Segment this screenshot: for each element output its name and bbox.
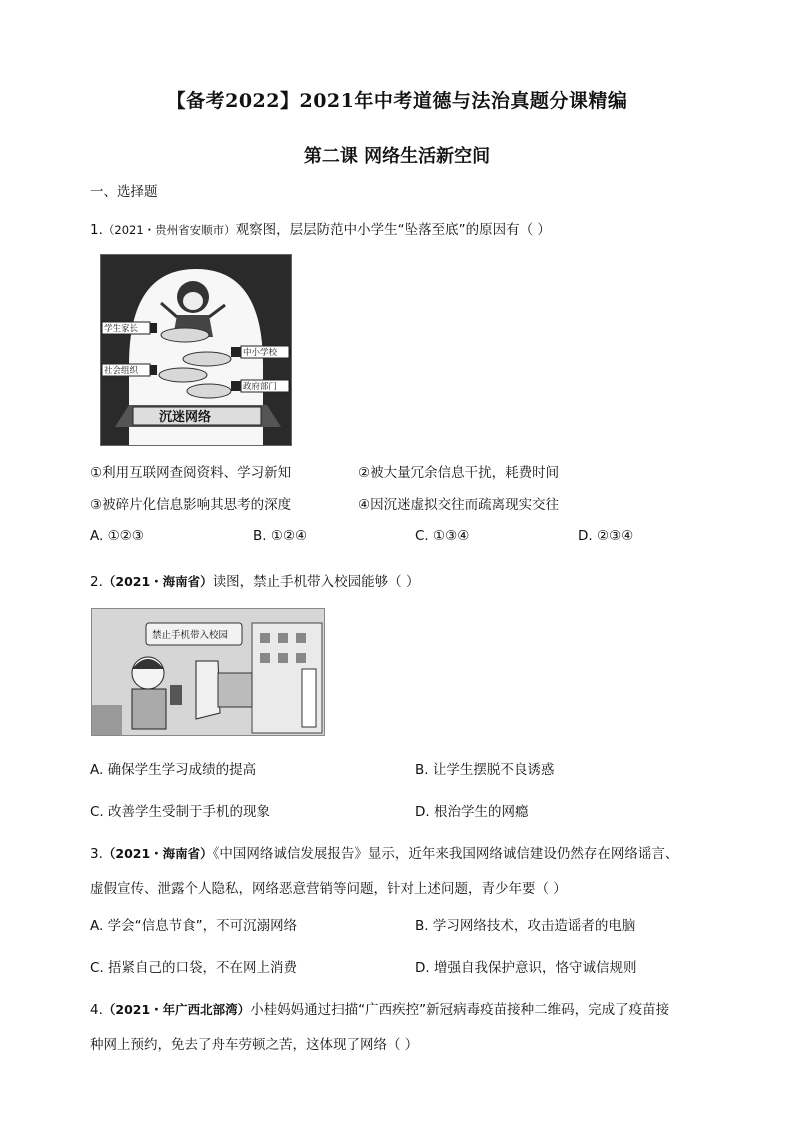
question-number: 1. xyxy=(90,222,103,238)
label-government: 政府部门 xyxy=(243,382,278,392)
statement-3: ③被碎片化信息影响其思考的深度 xyxy=(90,497,292,513)
option-d[interactable]: D. 增强自我保护意识，恪守诚信规则 xyxy=(415,960,637,976)
label-parents: 学生家长 xyxy=(104,324,139,334)
option-b[interactable]: B. ①②④ xyxy=(253,528,308,544)
label-addiction-banner: 沉迷网络 xyxy=(159,410,212,425)
question-number: 3. xyxy=(90,846,103,862)
option-d[interactable]: D. ②③④ xyxy=(578,528,634,544)
question-2-figure xyxy=(91,608,325,736)
question-number: 4. xyxy=(90,1002,103,1018)
question-number: 2. xyxy=(90,574,103,590)
question-source: （2021・年广西北部湾） xyxy=(102,1002,251,1017)
option-c[interactable]: C. ①③④ xyxy=(415,528,470,544)
question-4-stem-continued: 种网上预约，免去了舟车劳顿之苦，这体现了网络（ ） xyxy=(90,1037,419,1053)
question-source: （2021・海南省） xyxy=(102,846,213,861)
option-b[interactable]: B. 学习网络技术，攻击造谣者的电脑 xyxy=(415,918,636,934)
question-text: 观察图，层层防范中小学生“坠落至底”的原因有（ ） xyxy=(235,222,551,238)
label-schools: 中小学校 xyxy=(243,348,278,358)
question-3-stem xyxy=(90,842,678,862)
question-3-stem-continued: 虚假宣传、泄露个人隐私，网络恶意营销等问题，针对上述问题，青少年要（ ） xyxy=(90,881,567,897)
question-1-figure xyxy=(100,254,292,446)
cartoon-illustration xyxy=(92,609,324,735)
option-c[interactable]: C. 捂紧自己的口袋，不在网上消费 xyxy=(90,960,298,976)
question-4-stem xyxy=(90,998,669,1018)
statement-4: ④因沉迷虚拟交往而疏离现实交往 xyxy=(358,497,560,513)
statement-2: ②被大量冗余信息干扰，耗费时间 xyxy=(358,465,560,481)
option-a[interactable]: A. 学会“信息节食”，不可沉溺网络 xyxy=(90,918,298,934)
option-d[interactable]: D. 根治学生的网瘾 xyxy=(415,804,529,820)
cartoon-illustration xyxy=(101,255,291,445)
statement-1: ①利用互联网查阅资料、学习新知 xyxy=(90,465,292,481)
label-social-orgs: 社会组织 xyxy=(104,366,139,376)
question-2-stem xyxy=(90,570,419,590)
option-b[interactable]: B. 让学生摆脱不良诱惑 xyxy=(415,762,555,778)
lesson-title: 第二课 网络生活新空间 xyxy=(303,146,491,167)
question-text: 《中国网络诚信发展报告》显示，近年来我国网络诚信建设仍然存在网络谣言、 xyxy=(212,846,679,862)
label-no-phone-sign: 禁止手机带入校园 xyxy=(152,630,229,641)
question-text: 读图，禁止手机带入校园能够（ ） xyxy=(212,574,420,590)
question-1-stem xyxy=(90,218,551,238)
question-source: （2021・海南省） xyxy=(102,574,213,589)
section-label: 一、选择题 xyxy=(90,184,158,200)
option-a[interactable]: A. ①②③ xyxy=(90,528,144,544)
option-c[interactable]: C. 改善学生受制于手机的现象 xyxy=(90,804,271,820)
question-source: （2021・贵州省安顺市） xyxy=(102,223,236,237)
option-a[interactable]: A. 确保学生学习成绩的提高 xyxy=(90,762,257,778)
document-title: 【备考2022】2021年中考道德与法治真题分课精编 xyxy=(166,90,628,112)
question-text: 小桂妈妈通过扫描“广西疾控”新冠病毒疫苗接种二维码，完成了疫苗接 xyxy=(250,1002,670,1018)
